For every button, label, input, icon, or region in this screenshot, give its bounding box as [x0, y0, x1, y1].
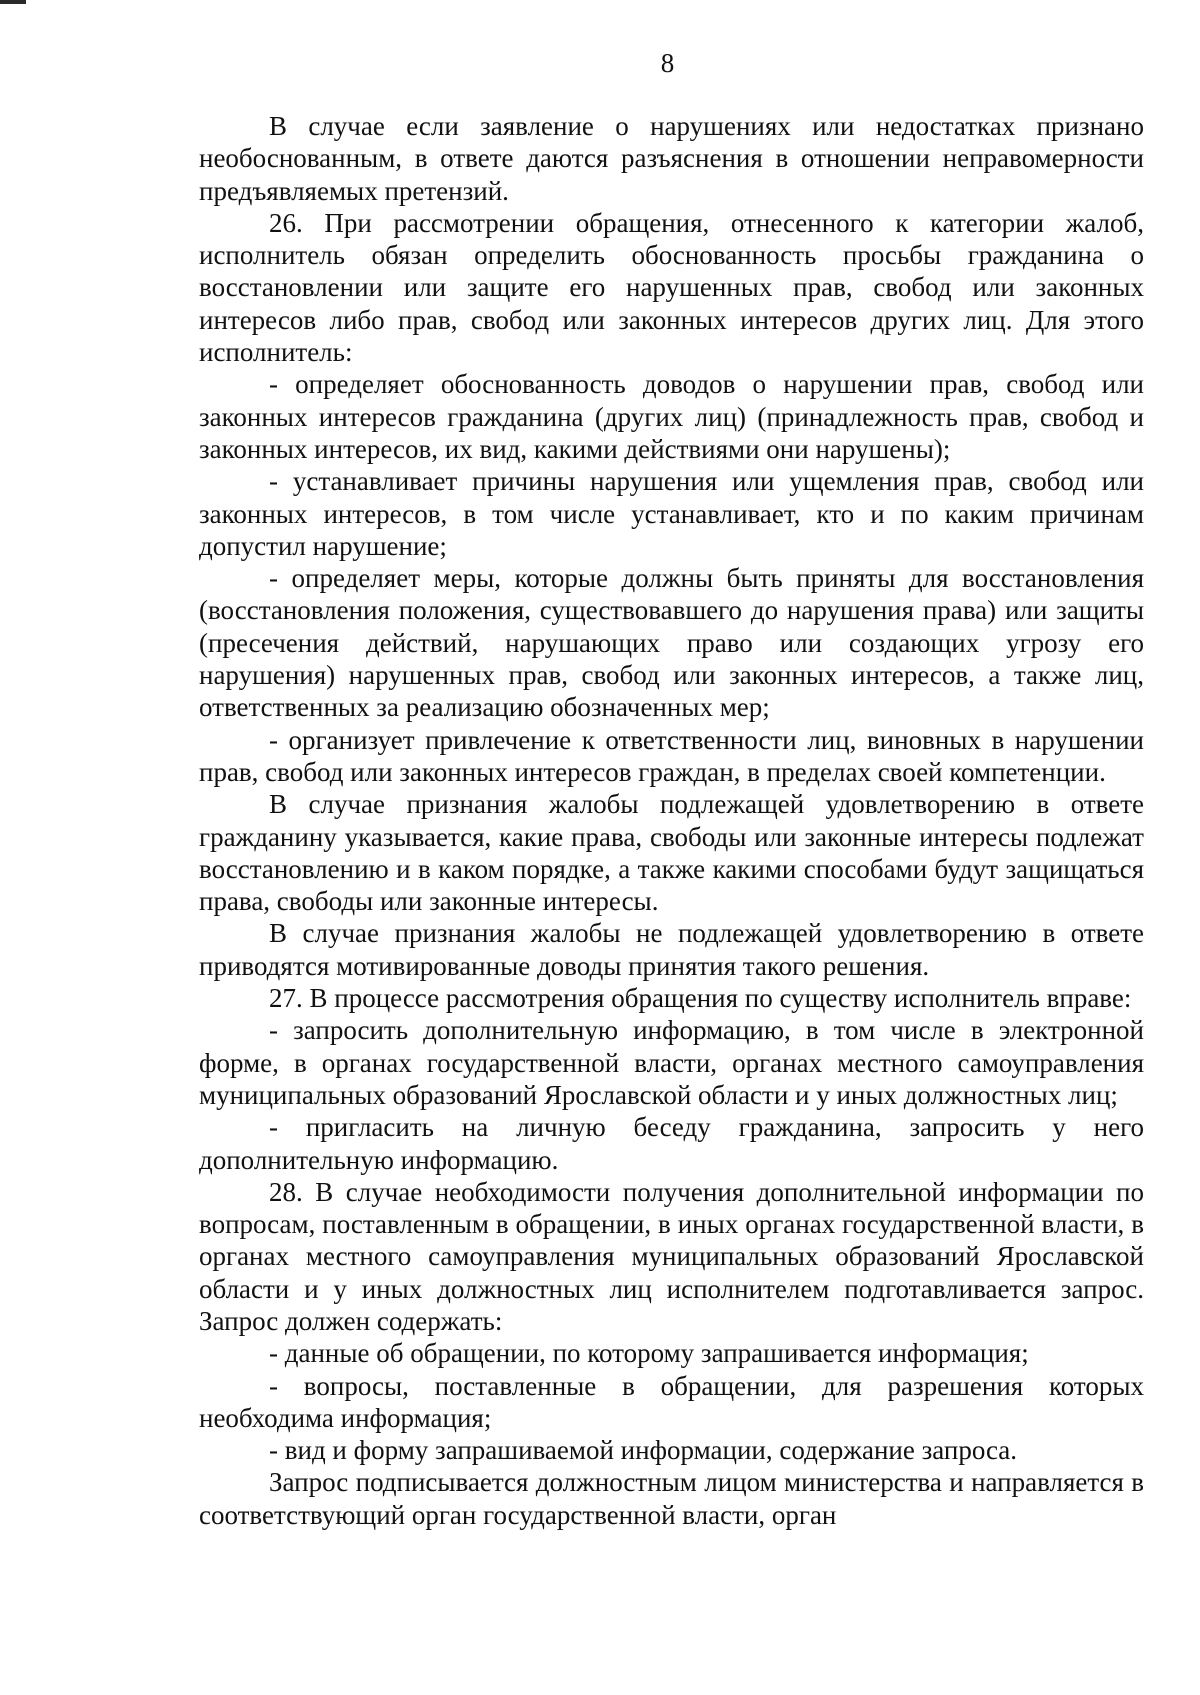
paragraph-item-27: 27. В процессе рассмотрения обращения по существу исполнитель вправе:: [269, 983, 1132, 1014]
list-item-organize-liability: - организует привлечение к ответственности лиц, виновных в нарушении прав, свобод или законных интересов граждан, в пределах своей компетенции.: [199, 724, 1144, 787]
list-item-determine-validity: - определяет обоснованность доводов о нарушении прав, свобод или законных интересов гражданина (других лиц) (принадлежность прав, свобод и законных интересов, их вид, какими действиями они нарушены);: [199, 369, 1144, 464]
paragraph-item-26: 26. При рассмотрении обращения, отнесенного к категории жалоб, исполнитель обязан определить обоснованность просьбы гражданина о восстановлении или защите его нарушенных прав, свобод или законных интересов либо прав, свобод или законных интересов других лиц. Для этого исполнитель:: [199, 207, 1144, 368]
paragraph-request-signature: Запрос подписывается должностным лицом министерства и направляется в соответствующий орган государственной власти, орган: [199, 1467, 1144, 1530]
scan-corner-mark: [0, 0, 26, 4]
list-item-invite-citizen: - пригласить на личную беседу гражданина, запросить у него дополнительную информацию.: [199, 1112, 1144, 1175]
list-item-establish-causes: - устанавливает причины нарушения или ущемления прав, свобод или законных интересов, в том числе устанавливает, кто и по каким причинам допустил нарушение;: [199, 466, 1144, 561]
paragraph-complaint-satisfied: В случае признания жалобы подлежащей удовлетворению в ответе гражданину указывается, какие права, свободы или законные интересы подлежат восстановлению и в каком порядке, а также какими способами будут защищаться права, свободы или законные интересы.: [199, 789, 1144, 917]
paragraph-item-28: 28. В случае необходимости получения дополнительной информации по вопросам, поставленным в обращении, в иных органах государственной власти, в органах местного самоуправления муниципальных образований Ярославской области и у иных должностных лиц исполнителем подготавливается запрос. Запрос должен содержать:: [199, 1176, 1144, 1336]
page-number: 8: [660, 48, 675, 78]
list-item-determine-measures: - определяет меры, которые должны быть приняты для восстановления (восстановления положения, существовавшего до нарушения права) или защиты (пресечения действий, нарушающих право или создающих угрозу его нарушения) нарушенных прав, свобод или законных интересов, а также лиц, ответственных за реализацию обозначенных мер;: [199, 563, 1144, 723]
list-item-questions: - вопросы, поставленные в обращении, для разрешения которых необходима информация;: [199, 1370, 1144, 1433]
list-item-appeal-data: - данные об обращении, по которому запрашивается информация;: [269, 1338, 1029, 1369]
document-body: [199, 110, 1144, 1531]
list-item-request-information: - запросить дополнительную информацию, в том числе в электронной форме, в органах государственной власти, органах местного самоуправления муниципальных образований Ярославской области и у иных должностных лиц;: [199, 1015, 1144, 1110]
paragraph-unfounded-claim: В случае если заявление о нарушениях или недостатках признано необоснованным, в ответе даются разъяснения в отношении неправомерности предъявляемых претензий.: [199, 111, 1144, 206]
paragraph-complaint-rejected: В случае признания жалобы не подлежащей удовлетворению в ответе приводятся мотивированные доводы принятия такого решения.: [199, 918, 1144, 981]
list-item-form-of-information: - вид и форму запрашиваемой информации, содержание запроса.: [269, 1435, 1018, 1466]
